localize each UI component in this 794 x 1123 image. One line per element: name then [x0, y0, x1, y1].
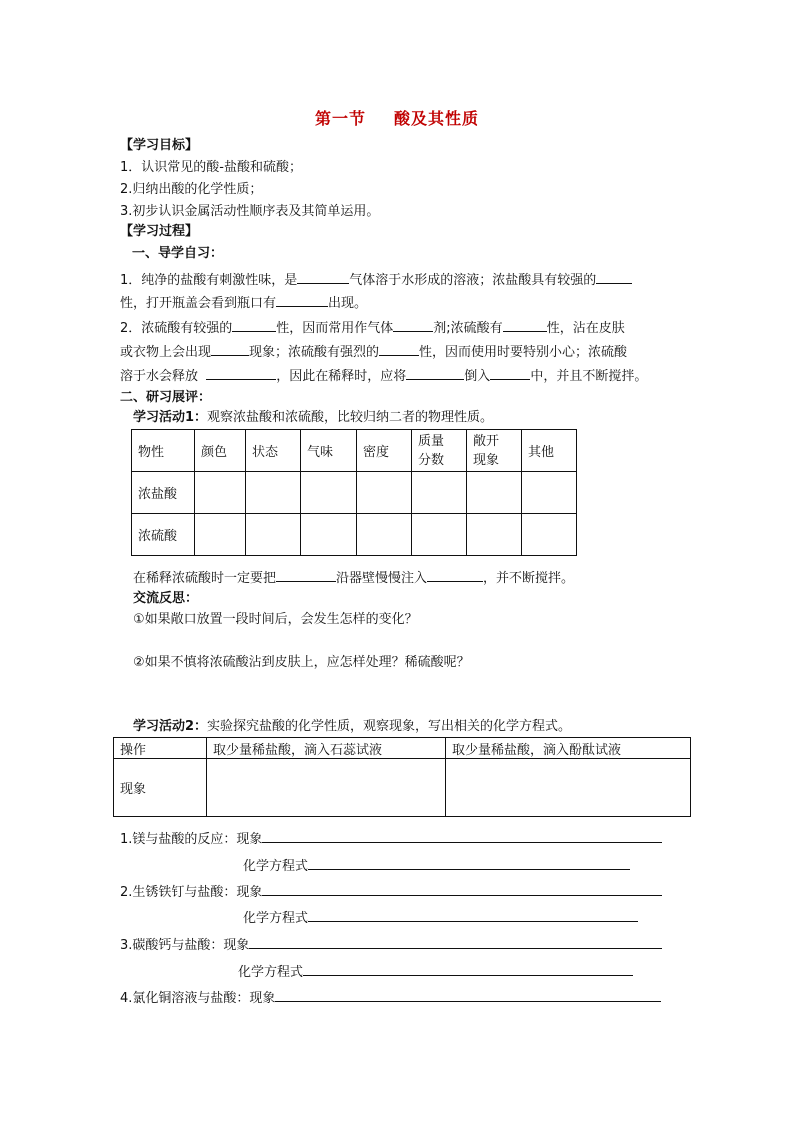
table-header-row — [132, 430, 577, 472]
reaction-2-observation: 2.生锈铁钉与盐酸：现象 — [120, 882, 662, 901]
table-header-cell: 质量 分数 — [412, 430, 467, 472]
chemical-properties-table — [113, 737, 691, 817]
question-1-line-1: 1．纯净的盐酸有刺激性味，是 气体溶于水形成的溶液；浓盐酸具有较强的 — [120, 270, 632, 289]
answer-line[interactable] — [262, 882, 662, 896]
question-2-line-2: 或衣物上会出现 现象；浓硫酸有强烈的 性，因而使用时要特别小心；浓硫酸 — [120, 342, 627, 361]
answer-cell[interactable] — [207, 759, 446, 817]
answer-line[interactable] — [308, 856, 630, 870]
activity2-label: 学习活动2： — [133, 719, 208, 734]
table-row — [114, 759, 691, 817]
fill-blank[interactable] — [503, 318, 547, 332]
fill-blank[interactable] — [406, 366, 464, 380]
answer-cell[interactable] — [412, 472, 467, 514]
fill-blank[interactable] — [427, 568, 483, 582]
reaction-2-equation: 化学方程式 — [243, 908, 638, 927]
reflection-question: ②如果不慎将浓硫酸沾到皮肤上，应怎样处理？稀硫酸呢？ — [133, 655, 470, 670]
table-header-cell: 物性 — [132, 430, 195, 472]
answer-cell[interactable] — [467, 472, 522, 514]
table-header-cell: 敞开 现象 — [467, 430, 522, 472]
reaction-1-equation: 化学方程式 — [243, 856, 630, 875]
reflection-question: ①如果敞口放置一段时间后，会发生怎样的变化？ — [133, 612, 418, 627]
section2-heading: 二、研习展评： — [120, 390, 212, 405]
answer-cell[interactable] — [357, 514, 412, 556]
answer-cell[interactable] — [467, 514, 522, 556]
fill-blank[interactable] — [206, 366, 276, 380]
table-header-cell: 其他 — [522, 430, 577, 472]
activity1-intro — [133, 410, 493, 426]
reaction-3-observation: 3.碳酸钙与盐酸：现象 — [120, 935, 662, 954]
section1-heading: 一、导学自习： — [132, 246, 224, 261]
answer-cell[interactable] — [246, 514, 301, 556]
answer-line[interactable] — [275, 988, 661, 1002]
objective-item: 3.初步认识金属活动性顺序表及其简单运用。 — [120, 204, 380, 219]
table-header-cell: 操作 — [114, 738, 207, 759]
objective-item: 2.归纳出酸的化学性质； — [120, 182, 263, 197]
objective-item: 1．认识常见的酸-盐酸和硫酸； — [120, 160, 302, 175]
table-header-cell: 气味 — [301, 430, 357, 472]
question-2-line-1: 2．浓硫酸有较强的 性，因而常用作气体 剂;浓硫酸有 性，沾在皮肤 — [120, 318, 625, 337]
fill-blank[interactable] — [379, 342, 419, 356]
activity1-text: 观察浓盐酸和浓硫酸，比较归纳二者的物理性质。 — [207, 410, 494, 425]
row-label: 现象 — [114, 759, 207, 817]
answer-cell[interactable] — [522, 472, 577, 514]
fill-blank[interactable] — [211, 342, 249, 356]
answer-cell[interactable] — [522, 514, 577, 556]
fill-blank[interactable] — [490, 366, 530, 380]
answer-line[interactable] — [262, 829, 662, 843]
fill-blank[interactable] — [393, 318, 433, 332]
answer-cell[interactable] — [301, 514, 357, 556]
reaction-4-observation: 4.氯化铜溶液与盐酸：现象 — [120, 988, 661, 1007]
activity2-intro — [133, 719, 571, 735]
dilution-line: 在稀释浓硫酸时一定要把 沿器壁慢慢注入 ，并不断搅拌。 — [133, 568, 574, 587]
fill-blank[interactable] — [297, 270, 349, 284]
question-1-line-2: 性，打开瓶盖会看到瓶口有 出现。 — [120, 293, 367, 312]
answer-line[interactable] — [303, 962, 633, 976]
title-topic: 酸及其性质 — [394, 109, 480, 128]
table-header-cell: 颜色 — [195, 430, 246, 472]
table-header-cell: 取少量稀盐酸，滴入石蕊试液 — [207, 738, 446, 759]
page-title — [0, 106, 794, 129]
activity1-label: 学习活动1： — [133, 410, 208, 425]
answer-cell[interactable] — [446, 759, 691, 817]
table-header-cell: 取少量稀盐酸，滴入酚酞试液 — [446, 738, 691, 759]
answer-cell[interactable] — [246, 472, 301, 514]
table-row — [132, 472, 577, 514]
answer-cell[interactable] — [195, 472, 246, 514]
answer-line[interactable] — [308, 908, 638, 922]
activity2-text: 实验探究盐酸的化学性质，观察现象，写出相关的化学方程式。 — [207, 719, 572, 734]
answer-cell[interactable] — [195, 514, 246, 556]
title-section-number: 第一节 — [314, 109, 366, 128]
table-row — [132, 514, 577, 556]
reaction-3-equation: 化学方程式 — [238, 962, 633, 981]
process-heading: 【学习过程】 — [120, 224, 199, 239]
table-header-row — [114, 738, 691, 759]
reflection-heading: 交流反思： — [133, 591, 199, 606]
answer-cell[interactable] — [301, 472, 357, 514]
reaction-1-observation: 1.镁与盐酸的反应：现象 — [120, 829, 662, 848]
answer-line[interactable] — [249, 935, 662, 949]
fill-blank[interactable] — [276, 568, 336, 582]
table-header-cell: 状态 — [246, 430, 301, 472]
fill-blank[interactable] — [276, 293, 328, 307]
row-label: 浓盐酸 — [132, 472, 195, 514]
fill-blank[interactable] — [232, 318, 276, 332]
row-label: 浓硫酸 — [132, 514, 195, 556]
question-2-line-3: 溶于水会释放 ，因此在稀释时，应将 倒入 中，并且不断搅拌。 — [120, 366, 647, 385]
answer-cell[interactable] — [357, 472, 412, 514]
fill-blank[interactable] — [596, 270, 632, 284]
objectives-heading: 【学习目标】 — [120, 138, 199, 153]
table-header-cell: 密度 — [357, 430, 412, 472]
physical-properties-table — [131, 429, 577, 556]
answer-cell[interactable] — [412, 514, 467, 556]
